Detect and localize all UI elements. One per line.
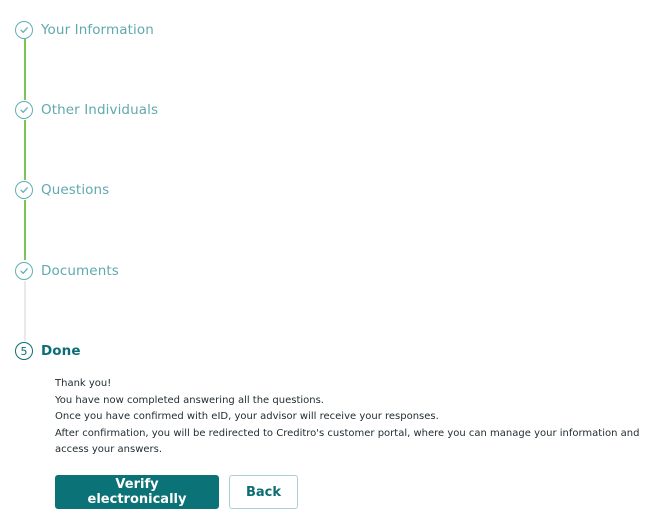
check-icon bbox=[15, 262, 33, 280]
step-label: Done bbox=[41, 343, 81, 359]
step-connector bbox=[24, 200, 26, 260]
check-icon bbox=[15, 101, 33, 119]
step-number-badge: 5 bbox=[15, 342, 33, 360]
step-questions[interactable] bbox=[15, 180, 109, 200]
step-label: Your Information bbox=[41, 22, 154, 38]
completed-text: You have now completed answering all the questions. bbox=[55, 394, 324, 406]
step-label: Documents bbox=[41, 263, 119, 279]
thank-you-text: Thank you! bbox=[55, 378, 112, 389]
check-icon bbox=[15, 21, 33, 39]
action-bar bbox=[55, 475, 298, 509]
step-connector bbox=[24, 39, 26, 100]
step-label: Questions bbox=[41, 182, 110, 198]
step-label: Other Individuals bbox=[41, 102, 159, 118]
step-connector bbox=[24, 281, 26, 341]
eid-info-text: Once you have confirmed with eID, your advisor will receive your responses. bbox=[55, 411, 439, 422]
step-connector bbox=[24, 120, 26, 180]
step-your-information[interactable] bbox=[15, 20, 154, 40]
step-other-individuals[interactable] bbox=[15, 100, 158, 120]
check-icon bbox=[15, 181, 33, 199]
redirect-info-text: After confirmation, you will be redirected to Creditro's customer portal, where you can manage your information and access your answers. bbox=[55, 427, 640, 455]
verify-electronically-button[interactable]: Verify electronically bbox=[55, 475, 219, 509]
step-done bbox=[15, 341, 81, 361]
step-documents[interactable] bbox=[15, 261, 119, 281]
back-button[interactable]: Back bbox=[229, 475, 298, 509]
completion-message bbox=[55, 376, 667, 459]
